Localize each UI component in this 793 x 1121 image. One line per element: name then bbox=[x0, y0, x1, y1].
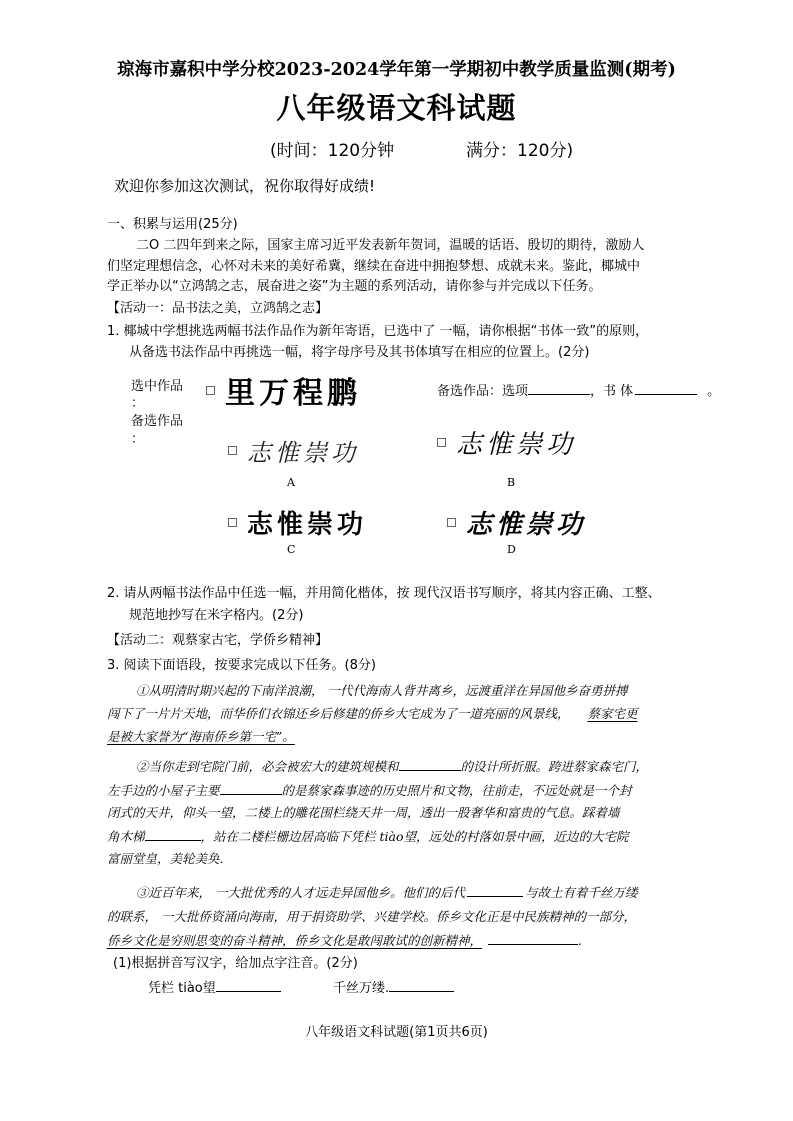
passage-text: 与故土有着千丝万缕 bbox=[524, 885, 638, 900]
score-info: 满分：120分) bbox=[466, 141, 574, 161]
underlined-sentence: 侨乡文化是穷则思变的奋斗精神，侨乡文化是敢闯敢试的创新精神， bbox=[107, 933, 483, 948]
passage-line bbox=[136, 882, 638, 901]
activity-heading: 【活动二：观蔡家古宅，学侨乡精神】 bbox=[107, 633, 329, 648]
answer-prefix: 备选作品：选项 bbox=[437, 384, 529, 399]
calligraphy-answer bbox=[437, 380, 720, 399]
seal-mark-icon bbox=[437, 438, 446, 447]
fill-blank[interactable] bbox=[488, 930, 578, 945]
seal-mark-icon bbox=[228, 518, 237, 527]
colon: ： bbox=[131, 396, 145, 411]
pinyin-item bbox=[148, 977, 281, 996]
passage-line bbox=[107, 930, 582, 949]
calligraphy-option-a bbox=[228, 430, 359, 470]
fill-blank[interactable] bbox=[220, 780, 282, 795]
script-blank[interactable] bbox=[635, 380, 697, 395]
fill-blank[interactable] bbox=[145, 826, 201, 841]
option-d-text: 志惟崇功 bbox=[466, 509, 587, 540]
pinyin-item-text: 千丝万缕. bbox=[333, 981, 390, 996]
option-letter-b: B bbox=[507, 476, 516, 489]
seal-mark-icon bbox=[447, 518, 456, 527]
colon: ： bbox=[131, 432, 145, 447]
option-letter-c: C bbox=[287, 543, 296, 556]
option-blank[interactable] bbox=[528, 380, 590, 395]
option-letter-a: A bbox=[287, 476, 295, 489]
selected-label: 选中作品 bbox=[131, 379, 184, 394]
option-letter-d: D bbox=[507, 543, 516, 556]
calligraphy-option-c bbox=[228, 502, 367, 542]
question-1-cont: 从备选书法作品中再挑选一幅，将字母序号及其书体填写在相应的位置上。(2分) bbox=[129, 345, 590, 360]
intro-line: 学正举办以“立鸿鹄之志，展奋进之姿”为主题的系列活动，请你参与并完成以下任务。 bbox=[107, 279, 602, 294]
intro-line: 二O 二四年到来之际，国家主席习近平发表新年贺词，温暖的话语、殷切的期待，激励人 bbox=[136, 238, 645, 253]
option-a-text: 志惟崇功 bbox=[247, 438, 359, 467]
time-info: (时间：120分钟 bbox=[270, 141, 395, 161]
seal-mark-icon bbox=[206, 386, 215, 395]
passage-line bbox=[107, 704, 638, 722]
activity-heading: 【活动一：品书法之美，立鸿鹄之志】 bbox=[107, 301, 329, 316]
passage-text: ③近百年来， 一大批优秀的人才远走异国他乡。他们的后代 bbox=[136, 885, 465, 900]
passage-line bbox=[107, 826, 629, 845]
pinyin-item bbox=[333, 977, 454, 996]
sub-question-1: (1)根据拼音写汉字，给加点字注音。(2分) bbox=[113, 956, 358, 971]
question-1: 1. 椰城中学想挑选两幅书法作品作为新年寄语，已选中了 一幅，请你根据“书体一致”的原则， bbox=[107, 324, 649, 339]
underlined-sentence: 蔡家宅更 bbox=[587, 706, 638, 721]
intro-line: 们坚定理想信念，心怀对未来的美好希冀，继续在奋进中拥抱梦想、成就未来。鉴此，椰城中 bbox=[107, 259, 641, 274]
pinyin-item-text: 凭栏 tiào望 bbox=[148, 981, 216, 996]
option-b-text: 志惟崇功 bbox=[456, 429, 577, 460]
passage-text: 角木梯 bbox=[107, 829, 145, 844]
fill-blank[interactable] bbox=[399, 756, 461, 771]
school-title: 琼海市嘉积中学分校2023-2024学年第一学期初中教学质量监测(期考) bbox=[117, 60, 676, 80]
fill-blank[interactable] bbox=[467, 882, 523, 897]
selected-calligraphy bbox=[206, 370, 361, 410]
passage-text: . bbox=[578, 933, 582, 948]
passage-line: 富丽堂皇，美轮美奂. bbox=[107, 851, 224, 866]
answer-mid: ，书 体 bbox=[590, 384, 634, 399]
greeting: 欢迎你参加这次测试，祝你取得好成绩! bbox=[114, 177, 376, 195]
passage-line bbox=[107, 780, 632, 799]
answer-blank[interactable] bbox=[216, 977, 281, 992]
answer-end: 。 bbox=[707, 384, 721, 399]
passage-text: 的设计所折服。跨进蔡家森宅门， bbox=[460, 759, 649, 774]
passage-line: 闭式的天井，仰头一望，二楼上的雕花围栏绕天井一周，透出一股奢华和富贵的气息。踩着墙 bbox=[107, 805, 620, 820]
passage-text: 闯下了一片片天地，而华侨们衣锦还乡后修建的侨乡大宅成为了一道亮丽的风景线， bbox=[107, 706, 570, 721]
exam-title: 八年级语文科试题 bbox=[276, 91, 517, 125]
seal-mark-icon bbox=[228, 446, 237, 455]
passage-text: 左手边的小屋子主要 bbox=[107, 783, 220, 798]
question-3: 3. 阅读下面语段，按要求完成以下任务。(8分) bbox=[107, 658, 376, 673]
passage-text: ②当你走到宅院门前，必会被宏大的建筑规模和 bbox=[136, 759, 399, 774]
passage-line bbox=[136, 756, 648, 775]
passage-text: ，站在二楼栏栅边居高临下凭栏 tiào望，远处的村落如景中画，近边的大宅院 bbox=[200, 829, 629, 844]
selected-calligraphy-text: 里万程鹏 bbox=[225, 376, 361, 411]
passage-line: ①从明清时期兴起的下南洋浪潮， 一代代海南人背井离乡，远渡重洋在异国他乡奋勇拼搏 bbox=[136, 683, 628, 698]
underlined-sentence: 是被大家誉为“海南侨乡第一宅”。 bbox=[107, 729, 295, 744]
section-heading: 一、积累与运用(25分) bbox=[107, 217, 238, 232]
calligraphy-option-b bbox=[437, 422, 576, 462]
question-2-cont: 规范地抄写在米字格内。(2分) bbox=[129, 608, 304, 623]
answer-blank[interactable] bbox=[389, 977, 454, 992]
option-c-text: 志惟崇功 bbox=[247, 509, 368, 540]
passage-line: 的联系， 一大批侨资涌向海南，用于捐资助学、兴建学校。侨乡文化正是中民族精神的一部分， bbox=[107, 909, 636, 924]
alt-label: 备选作品 bbox=[131, 414, 184, 429]
question-2: 2. 请从两幅书法作品中任选一幅，并用简化楷体，按 现代汉语书写顺序，将其内容正确、工整、 bbox=[107, 586, 661, 601]
calligraphy-option-d bbox=[447, 502, 586, 542]
passage-text: 的是蔡家森事迹的历史照片和文物，往前走，不远处就是一个封 bbox=[281, 783, 632, 798]
page-footer: 八年级语文科试题(第1页共6页) bbox=[305, 1025, 488, 1040]
